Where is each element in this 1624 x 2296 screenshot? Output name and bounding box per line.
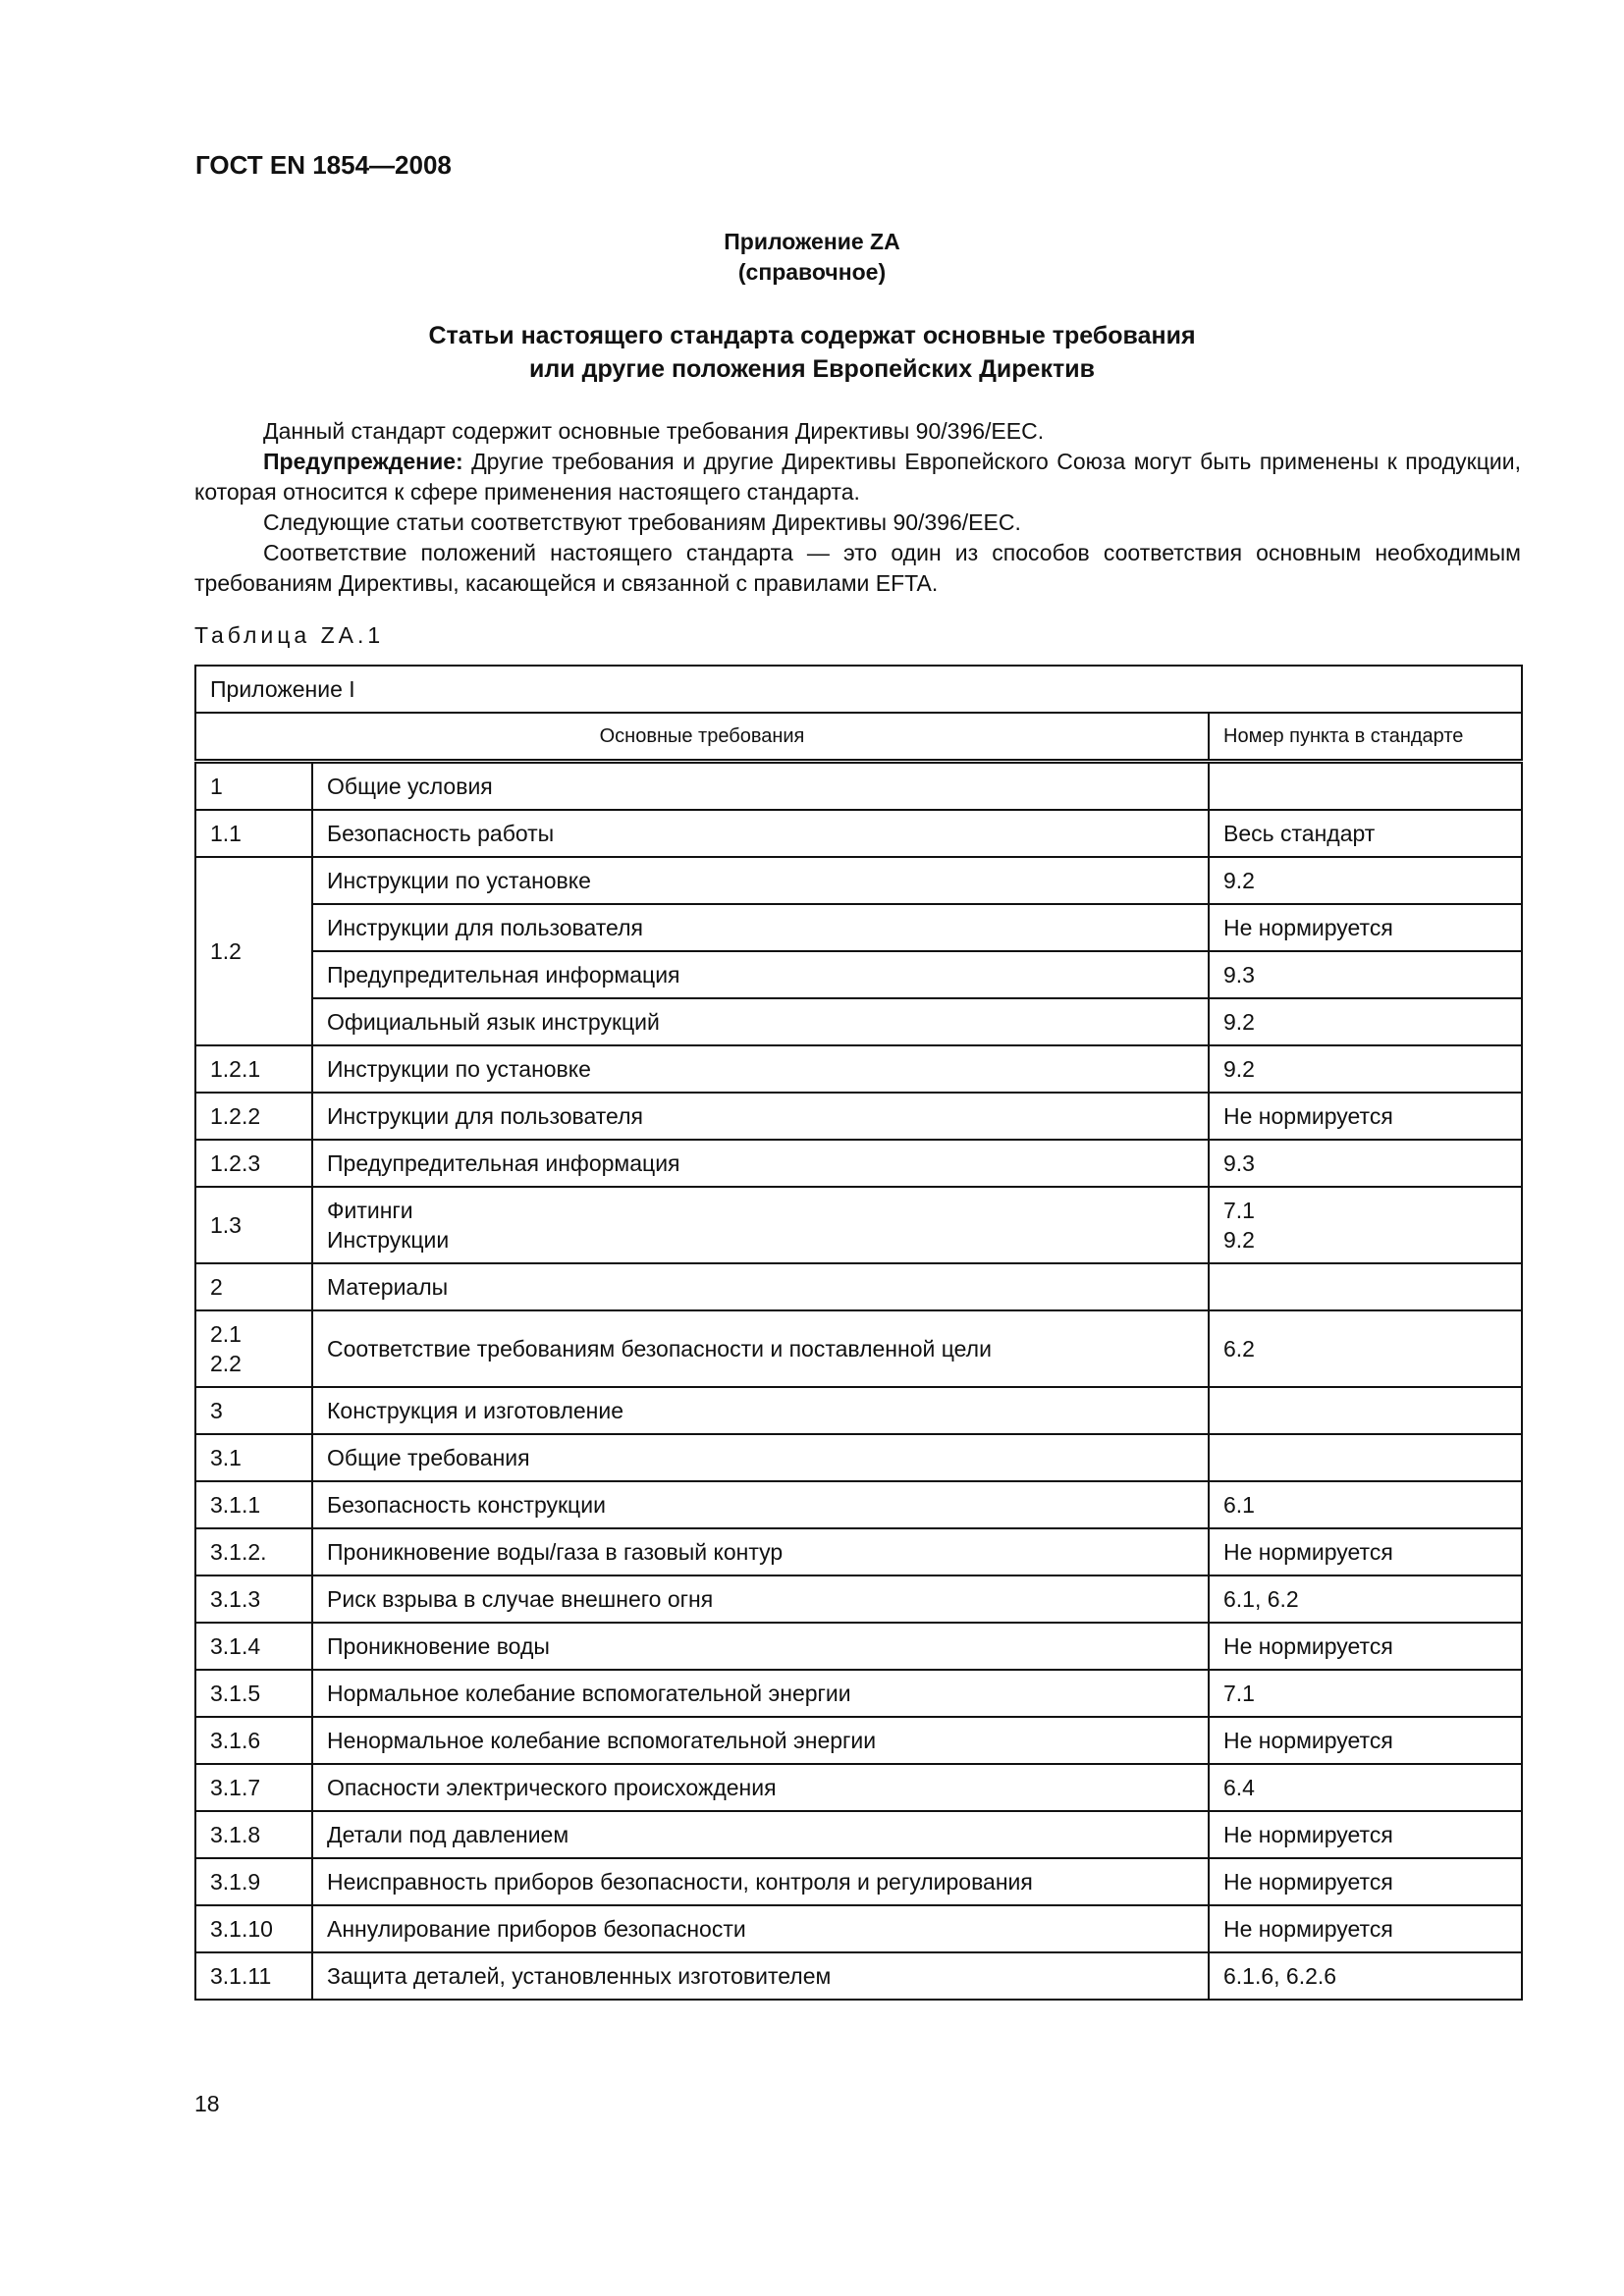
clause-cell: 9.2 [1209, 857, 1522, 904]
table-row [195, 1263, 1522, 1310]
row-number-cell: 3.1 [195, 1434, 312, 1481]
paragraph-text: Соответствие положений настоящего стандарта — это один из способов соответствия основным необходимым требованиям Директивы, касающейся и связанной с правилами EFTA. [194, 540, 1521, 596]
table-row [195, 904, 1522, 951]
requirement-cell: Официальный язык инструкций [312, 998, 1209, 1045]
row-number-cell: 3.1.6 [195, 1717, 312, 1764]
requirement-cell: Инструкции для пользователя [312, 1093, 1209, 1140]
intro-paragraphs [194, 416, 1521, 599]
clause-cell: 9.3 [1209, 1140, 1522, 1187]
row-number-cell: 1.2.3 [195, 1140, 312, 1187]
clause-cell: 6.1, 6.2 [1209, 1575, 1522, 1623]
table-caption: Таблица ZA.1 [194, 622, 385, 648]
row-number-cell: 3.1.3 [195, 1575, 312, 1623]
column-header-clause: Номер пункта в стандарте [1209, 713, 1522, 762]
clause-cell: 6.1.6, 6.2.6 [1209, 1952, 1522, 2000]
row-number-cell: 1.2.2 [195, 1093, 312, 1140]
table-row [195, 1310, 1522, 1387]
table-row [195, 951, 1522, 998]
clause-cell [1209, 1434, 1522, 1481]
clause-cell: Не нормируется [1209, 1905, 1522, 1952]
table-row [195, 810, 1522, 857]
annex-type: (справочное) [737, 259, 887, 285]
row-number-cell: 3.1.1 [195, 1481, 312, 1528]
requirement-cell: Предупредительная информация [312, 1140, 1209, 1187]
table-row [195, 1434, 1522, 1481]
requirement-cell: Безопасность конструкции [312, 1481, 1209, 1528]
clause-cell: Не нормируется [1209, 1858, 1522, 1905]
requirement-cell: Общие условия [312, 762, 1209, 811]
requirement-cell: Предупредительная информация [312, 951, 1209, 998]
clause-cell: Не нормируется [1209, 1093, 1522, 1140]
document-header: ГОСТ EN 1854—2008 [195, 150, 452, 180]
requirement-cell: Ненормальное колебание вспомогательной энергии [312, 1717, 1209, 1764]
paragraph-text: Следующие статьи соответствуют требованиям Директивы 90/396/EEC. [263, 509, 1021, 535]
requirement-cell: Фитинги Инструкции [312, 1187, 1209, 1263]
table-row [195, 1045, 1522, 1093]
requirement-cell: Инструкции по установке [312, 1045, 1209, 1093]
clause-cell: 9.2 [1209, 998, 1522, 1045]
row-number-cell: 3.1.7 [195, 1764, 312, 1811]
table-row [195, 1811, 1522, 1858]
section-heading-line-1: Статьи настоящего стандарта содержат основные требования [428, 322, 1196, 349]
row-number-cell: 1 [195, 762, 312, 811]
paragraph-text: Данный стандарт содержит основные требования Директивы 90/396/EEC. [263, 418, 1045, 444]
row-number-cell: 1.2.1 [195, 1045, 312, 1093]
clause-cell: Не нормируется [1209, 1811, 1522, 1858]
table-row [195, 1575, 1522, 1623]
requirement-cell: Материалы [312, 1263, 1209, 1310]
table-row [195, 1717, 1522, 1764]
page-number: 18 [194, 2091, 220, 2116]
table-row [195, 1481, 1522, 1528]
table-row [195, 1187, 1522, 1263]
row-number-cell: 1.1 [195, 810, 312, 857]
requirement-cell: Конструкция и изготовление [312, 1387, 1209, 1434]
table-row [195, 857, 1522, 904]
row-number-cell: 2.1 2.2 [195, 1310, 312, 1387]
requirement-cell: Общие требования [312, 1434, 1209, 1481]
requirement-cell: Аннулирование приборов безопасности [312, 1905, 1209, 1952]
clause-cell: 6.1 [1209, 1481, 1522, 1528]
clause-cell [1209, 1263, 1522, 1310]
requirement-cell: Неисправность приборов безопасности, контроля и регулирования [312, 1858, 1209, 1905]
clause-cell: 7.1 [1209, 1670, 1522, 1717]
requirement-cell: Соответствие требованиям безопасности и поставленной цели [312, 1310, 1209, 1387]
table-row [195, 1140, 1522, 1187]
row-number-cell: 1.3 [195, 1187, 312, 1263]
clause-cell: Весь стандарт [1209, 810, 1522, 857]
row-number-cell: 1.2 [195, 857, 312, 1045]
row-number-cell: 2 [195, 1263, 312, 1310]
table-row [195, 1764, 1522, 1811]
clause-cell: 9.3 [1209, 951, 1522, 998]
warning-label: Предупреждение: [263, 449, 463, 474]
paragraph [194, 507, 1521, 538]
row-number-cell: 3.1.11 [195, 1952, 312, 2000]
requirement-cell: Нормальное колебание вспомогательной энергии [312, 1670, 1209, 1717]
table-row [195, 762, 1522, 811]
paragraph [194, 416, 1521, 447]
requirement-cell: Безопасность работы [312, 810, 1209, 857]
clause-cell: Не нормируется [1209, 1717, 1522, 1764]
table-row [195, 1387, 1522, 1434]
row-number-cell: 3 [195, 1387, 312, 1434]
paragraph [194, 538, 1521, 599]
table-row [195, 1905, 1522, 1952]
requirement-cell: Опасности электрического происхождения [312, 1764, 1209, 1811]
row-number-cell: 3.1.4 [195, 1623, 312, 1670]
clause-cell: 6.4 [1209, 1764, 1522, 1811]
table-row [195, 1623, 1522, 1670]
requirement-cell: Инструкции по установке [312, 857, 1209, 904]
clause-cell: 6.2 [1209, 1310, 1522, 1387]
table-row [195, 1528, 1522, 1575]
requirement-cell: Детали под давлением [312, 1811, 1209, 1858]
table-row [195, 1858, 1522, 1905]
row-number-cell: 3.1.9 [195, 1858, 312, 1905]
clause-cell: Не нормируется [1209, 1623, 1522, 1670]
clause-cell [1209, 1387, 1522, 1434]
table-row [195, 998, 1522, 1045]
row-number-cell: 3.1.8 [195, 1811, 312, 1858]
requirement-cell: Риск взрыва в случае внешнего огня [312, 1575, 1209, 1623]
annex-title: Приложение ZA [724, 229, 900, 254]
requirements-table [194, 665, 1523, 2001]
table-row [195, 1952, 1522, 2000]
column-header-requirements: Основные требования [195, 713, 1209, 762]
table-row [195, 1093, 1522, 1140]
requirement-cell: Проникновение воды [312, 1623, 1209, 1670]
clause-cell: Не нормируется [1209, 904, 1522, 951]
requirement-cell: Проникновение воды/газа в газовый контур [312, 1528, 1209, 1575]
clause-cell: 9.2 [1209, 1045, 1522, 1093]
row-number-cell: 3.1.2. [195, 1528, 312, 1575]
clause-cell: Не нормируется [1209, 1528, 1522, 1575]
requirement-cell: Инструкции для пользователя [312, 904, 1209, 951]
requirement-cell: Защита деталей, установленных изготовителем [312, 1952, 1209, 2000]
section-heading-line-2: или другие положения Европейских Директив [529, 355, 1095, 383]
table-row [195, 1670, 1522, 1717]
row-number-cell: 3.1.10 [195, 1905, 312, 1952]
clause-cell: 7.1 9.2 [1209, 1187, 1522, 1263]
annex-label-cell: Приложение I [195, 666, 1522, 713]
row-number-cell: 3.1.5 [195, 1670, 312, 1717]
paragraph-text: Другие требования и другие Директивы Европейского Союза могут быть применены к продукции, которая относится к сфере применения настоящего стандарта. [194, 449, 1521, 505]
paragraph [194, 447, 1521, 507]
clause-cell [1209, 762, 1522, 811]
